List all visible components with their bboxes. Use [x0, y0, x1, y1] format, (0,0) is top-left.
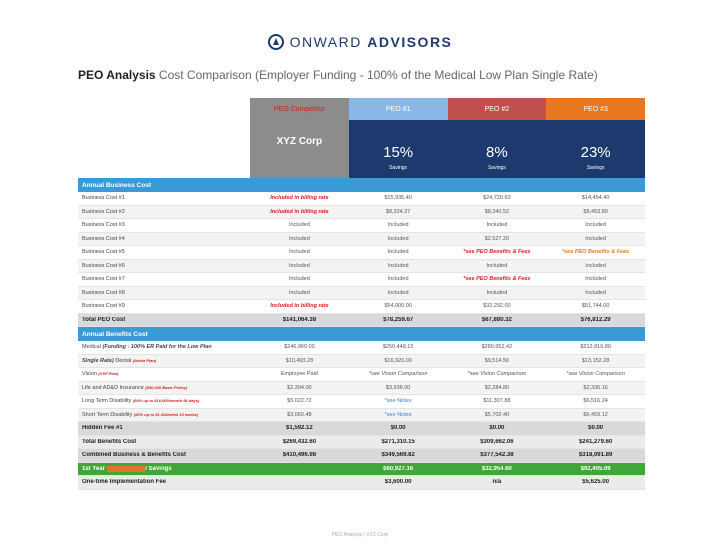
logo-word-advisors: ADVISORS	[367, 33, 453, 50]
table-row-business-cost: Business Cost #7 Included Included *see PEO Benefits & Fees Included	[78, 273, 645, 287]
table-cell: Included	[486, 289, 508, 296]
comparison-table	[78, 98, 645, 490]
header-peo-competitor: PEO Competitor	[250, 98, 349, 120]
table-cell: Included	[288, 276, 310, 283]
first-year-savings-row: 1st Year Savings/Loss/ Savings $60,927.16 $32,954.60 $92,405.09	[78, 463, 645, 477]
table-cell: Included	[288, 249, 310, 256]
page-footer: PEO Analysis | XYZ Corp	[331, 532, 389, 538]
table-cell: $51,744.00	[581, 303, 610, 310]
table-cell: Included	[387, 262, 409, 269]
title-bold: PEO Analysis	[78, 68, 156, 82]
table-cell: $54,000.00	[384, 303, 412, 310]
table-cell: Included	[585, 235, 607, 242]
table-cell: $15,935.40	[384, 195, 412, 202]
logo-arrow-icon	[268, 34, 284, 50]
table-cell: $2,527.20	[484, 235, 510, 242]
table-cell: *see PEO Benefits & Fees	[463, 276, 531, 283]
table-cell: Included	[387, 276, 409, 283]
section-header-business: Annual Business Cost	[78, 178, 645, 192]
table-cell: Included	[585, 262, 607, 269]
total-peo-cost-row: Total PEO Cost $141,064.38 $78,259.67 $67,880.32 $76,812.29	[78, 314, 645, 328]
section-header-benefits: Annual Benefits Cost	[78, 327, 645, 341]
table-cell: Included	[486, 222, 508, 229]
table-cell: Included	[585, 276, 607, 283]
table-row-vision: Vision (VSP Plan) Employee Paid *see Vision Comparison *see Vision Comparison *see Vision Comparison	[78, 368, 645, 382]
table-cell: $8,324.27	[385, 208, 411, 215]
savings-peo-3: 23% Savings	[546, 120, 645, 178]
table-row-business-cost: Business Cost #3 Included Included Included Included	[78, 219, 645, 233]
table-row-std: Short Term Disability (60% up to $1,000/week 13 weeks) $3,060.48 *see Notes $5,702.40 $6,459.12	[78, 409, 645, 423]
table-cell: Included	[486, 262, 508, 269]
table-cell: Included	[288, 262, 310, 269]
savings-header-row	[78, 120, 645, 178]
table-cell: Included	[288, 235, 310, 242]
logo-word-onward: ONWARD	[289, 33, 362, 50]
table-cell: *see PEO Benefits & Fees	[561, 249, 630, 256]
table-row-business-cost: Business Cost #5 Included Included *see PEO Benefits & Fees *see PEO Benefits & Fees	[78, 246, 645, 260]
savings-peo-1: 15% Savings	[349, 120, 448, 178]
table-row-dental: Single Rate) Dental (Aetna Plan) $10,493.28 $16,920.00 $9,514.56 $13,152.28	[78, 355, 645, 369]
table-cell: Included	[387, 289, 409, 296]
total-benefits-row: Total Benefits Cost $269,432.60 $271,310.15 $309,662.06 $241,279.60	[78, 436, 645, 450]
implementation-fee-row: One-time Implementation Fee $3,600.00 n/a $5,625.00	[78, 476, 645, 490]
table-cell: Included in billing rate	[270, 208, 329, 215]
table-cell: $8,340.52	[484, 208, 510, 215]
table-cell: Included in billing rate	[270, 303, 329, 310]
table-row-business-cost: Business Cost #6 Included Included Included Included	[78, 260, 645, 274]
table-row-business-cost: Business Cost #8 Included Included Included Included	[78, 287, 645, 301]
table-cell: Included	[387, 222, 409, 229]
table-cell: $14,454.40	[581, 195, 610, 202]
title-rest: Cost Comparison (Employer Funding - 100% of the Medical Low Plan Single Rate)	[155, 68, 598, 82]
table-cell: Included	[387, 249, 409, 256]
column-header-row	[78, 98, 645, 120]
table-cell: Included in billing rate	[270, 195, 329, 202]
savings-peo-2: 8% Savings	[448, 120, 547, 178]
redacted-highlight: Savings/Loss	[106, 465, 146, 472]
header-peo-1: PEO #1	[349, 98, 448, 120]
table-row-life: Life and AD&D Insurance ($50,000 Basic Policy) $2,304.00 $3,936.00 $2,284.80 $2,336.16	[78, 382, 645, 396]
competitor-name: XYZ Corp	[250, 120, 349, 178]
table-cell: Included	[387, 235, 409, 242]
company-logo	[0, 33, 720, 51]
page-title	[78, 68, 598, 82]
table-cell: Included	[585, 222, 607, 229]
table-row-business-cost: Business Cost #2 Included in billing rate $8,324.27 $8,340.52 $8,453.89	[78, 206, 645, 220]
table-cell: Included	[288, 289, 310, 296]
table-row-ltd: Long Term Disability (60% up to $10,000/month 90 days) $5,022.72 *see Notes $11,307.88 $6,516.24	[78, 395, 645, 409]
table-cell: Included	[585, 289, 607, 296]
table-cell: $8,453.89	[583, 208, 608, 215]
table-row-business-cost: Business Cost #9 Included in billing rate $54,000.00 $32,292.00 $51,744.00	[78, 300, 645, 314]
table-row-business-cost: Business Cost #4 Included Included $2,527.20 Included	[78, 233, 645, 247]
table-row-medical: Medical (Funding - 100% ER Paid for the Low Plan $246,960.00 $250,448.15 $280,952.42 $212,816.80	[78, 341, 645, 355]
combined-cost-row: Combined Business & Benefits Cost $410,496.98 $349,569.82 $377,542.38 $318,091.89	[78, 449, 645, 463]
table-row-business-cost: Business Cost #1 Included in billing rate $15,935.40 $24,720.60 $14,454.40	[78, 192, 645, 206]
table-cell: *see PEO Benefits & Fees	[463, 249, 531, 256]
header-peo-3: PEO #3	[546, 98, 645, 120]
table-cell: Included	[288, 222, 310, 229]
table-cell: $24,720.60	[483, 195, 511, 202]
header-peo-2: PEO #2	[448, 98, 547, 120]
table-cell: $32,292.00	[483, 303, 511, 310]
hidden-fee-row: Hidden Fee #1 $1,592.12 $0.00 $0.00 $0.00	[78, 422, 645, 436]
